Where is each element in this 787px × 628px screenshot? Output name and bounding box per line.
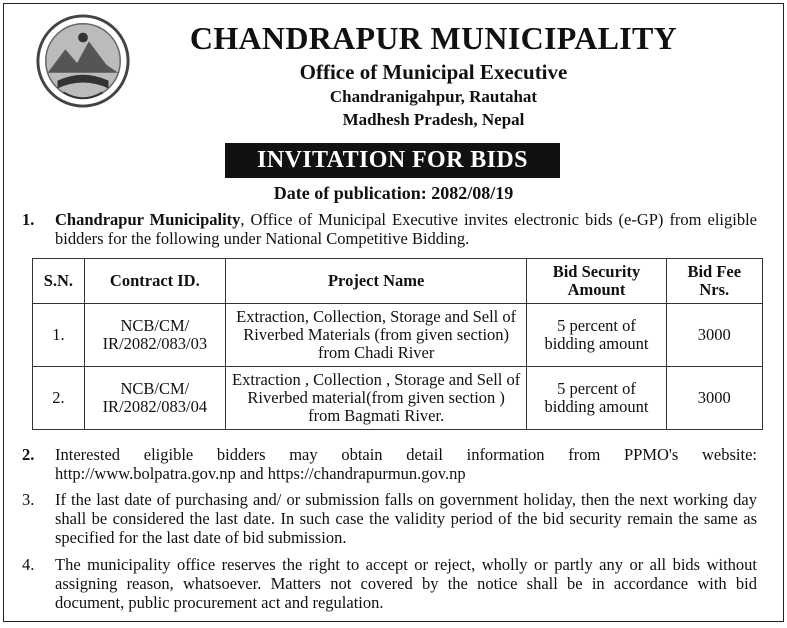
office-name: Office of Municipal Executive (299, 60, 568, 84)
column-header: Contract ID. (84, 259, 225, 304)
contract-id-cell: NCB/CM/ IR/2082/083/04 (84, 367, 225, 430)
project-name-cell: Extraction , Collection , Storage and Sell of Riverbed material(from given section ) from Bagmati River. (225, 367, 527, 430)
paragraph-2 (22, 445, 757, 483)
municipality-name-bold: Chandrapur Municipality (55, 210, 241, 229)
contract-id-cell: NCB/CM/ IR/2082/083/03 (84, 304, 225, 367)
bids-table (32, 258, 763, 430)
table-row (33, 304, 763, 367)
paragraph-number: 3. (22, 490, 35, 509)
paragraph-text: Interested eligible bidders may obtain detail information from PPMO's website: http://www.bolpatra.gov.np and https://chandrapurmun.gov.np (55, 445, 757, 483)
bid-notice-page (3, 3, 784, 622)
notice-banner: INVITATION FOR BIDS (225, 143, 560, 178)
paragraph-text: , Office of Municipal Executive invites electronic bids (e-GP) from eligible bidders for the following under National Competitive Bidding. (55, 210, 758, 248)
bid-fee-cell: 3000 (666, 367, 762, 430)
paragraph-number: 2. (22, 445, 35, 464)
column-header: Bid Security Amount (527, 259, 666, 304)
paragraph-1 (22, 210, 757, 248)
municipality-title: CHANDRAPUR MUNICIPALITY (189, 20, 678, 56)
sn-cell: 1. (33, 304, 85, 367)
address-line-1: Chandranigahpur, Rautahat (329, 87, 538, 106)
paragraph-number: 4. (22, 555, 35, 574)
paragraph-text: The municipality office reserves the right to accept or reject, wholly or partly any or all bids without assigning reason, whatsoever. Matters not covered by the notice shall be in accordance with bid document, public procurement act and regulation. (55, 555, 757, 612)
bid-security-cell: 5 percent of bidding amount (527, 304, 666, 367)
sn-cell: 2. (33, 367, 85, 430)
column-header: Project Name (225, 259, 527, 304)
table-row (33, 367, 763, 430)
paragraph-text: If the last date of purchasing and/ or submission falls on government holiday, then the next working day shall be considered the last date. In such case the validity period of the bid security remain the same as specified for the last date of bid submission. (55, 490, 757, 547)
bid-security-cell: 5 percent of bidding amount (527, 367, 666, 430)
column-header: Bid Fee Nrs. (666, 259, 762, 304)
paragraph-3 (22, 490, 757, 547)
project-name-cell: Extraction, Collection, Storage and Sell of Riverbed Materials (from given section) from Chadi River (225, 304, 527, 367)
paragraph-4 (22, 555, 757, 612)
address-line-2: Madhesh Pradesh, Nepal (342, 110, 525, 129)
table-header-row (33, 259, 763, 304)
bid-fee-cell: 3000 (666, 304, 762, 367)
paragraph-number: 1. (22, 210, 35, 229)
publication-date: Date of publication: 2082/08/19 (273, 183, 514, 203)
column-header: S.N. (33, 259, 85, 304)
